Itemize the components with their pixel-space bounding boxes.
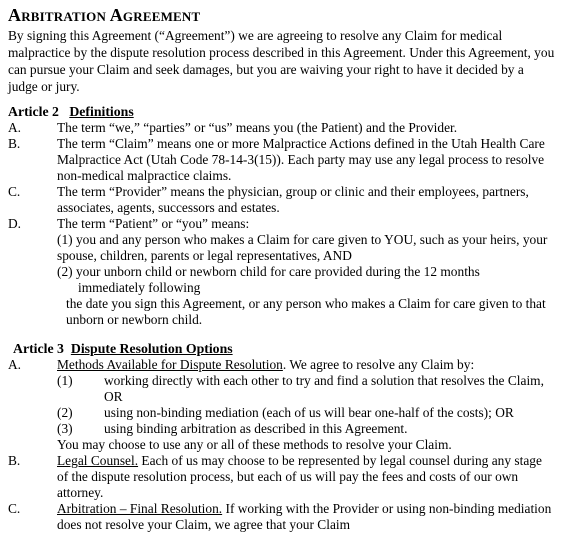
article-3-title: Dispute Resolution Options bbox=[70, 341, 233, 356]
item-text bbox=[57, 501, 556, 533]
spacer bbox=[8, 328, 556, 340]
method-text: working directly with each other to try and find a solution that resolves the Claim, OR bbox=[104, 373, 544, 404]
option-b bbox=[8, 453, 556, 501]
spacer bbox=[8, 95, 556, 103]
document-page bbox=[8, 4, 556, 533]
item-letter: A. bbox=[8, 357, 22, 372]
method-number: (3) bbox=[57, 421, 73, 436]
method-text: using non-binding mediation (each of us will bear one-half of the costs); OR bbox=[104, 405, 514, 420]
method-number: (1) bbox=[57, 373, 73, 388]
definition-c bbox=[8, 184, 556, 216]
article-3 bbox=[8, 340, 556, 533]
item-body: . We agree to resolve any Claim by: bbox=[282, 357, 475, 372]
article-2-number: Article 2 bbox=[8, 104, 59, 119]
article-2-title: Definitions bbox=[69, 104, 134, 119]
item-letter: C. bbox=[8, 501, 21, 516]
definition-a bbox=[8, 120, 556, 136]
definition-d-sub-2-line-3: the date you sign this Agreement, or any person who makes a Claim for care given to that unborn or newborn child. bbox=[66, 296, 546, 327]
definition-d-sub-1: (1) you and any person who makes a Claim for care given to YOU, such as your heirs, your spouse, children, parents or legal representatives, AND bbox=[57, 232, 548, 263]
option-a-method-3 bbox=[57, 421, 556, 437]
method-text: using binding arbitration as described in this Agreement. bbox=[104, 421, 408, 436]
definition-d-sub-2-line-1: (2) your unborn child or newborn child for care provided during the 12 months bbox=[57, 264, 480, 279]
item-text bbox=[57, 357, 556, 373]
method-number: (2) bbox=[57, 405, 73, 420]
option-a-method-1 bbox=[57, 373, 556, 405]
item-letter: C. bbox=[8, 184, 21, 199]
item-body: If working with the Provider or using non-binding mediation does not resolve your Claim, we agree that your Claim bbox=[57, 501, 552, 532]
definition-d-sub-2-line-2: immediately following bbox=[78, 280, 201, 295]
item-letter: A. bbox=[8, 120, 22, 135]
option-a bbox=[8, 357, 556, 453]
article-3-number: Article 3 bbox=[13, 341, 64, 356]
item-text bbox=[57, 453, 556, 501]
item-text: The term “Claim” means one or more Malpractice Actions defined in the Utah Health Care Malpractice Act (Utah Code 78-14-3(15)). Each party may use any legal process to resolve non-medical malpractice claims. bbox=[57, 136, 545, 183]
article-3-heading bbox=[13, 340, 556, 357]
item-title: Legal Counsel. bbox=[57, 453, 139, 468]
intro-paragraph: By signing this Agreement (“Agreement”) we are agreeing to resolve any Claim for medical malpractice by the dispute resolution process described in this Agreement. Under this Agreement, you can pursue your Claim and seek damages, but you are waiving your right to have it decided by a judge or jury. bbox=[8, 28, 555, 94]
definition-d bbox=[8, 216, 556, 328]
article-2-heading bbox=[8, 103, 556, 120]
item-text: The term “Provider” means the physician, group or clinic and their employees, partners, associates, agents, successors and estates. bbox=[57, 184, 529, 215]
item-body: Each of us may choose to be represented by legal counsel during any stage of the dispute resolution process, but each of us will pay the fees and costs of our own attorney. bbox=[57, 453, 542, 500]
item-letter: B. bbox=[8, 453, 21, 468]
item-letter: B. bbox=[8, 136, 21, 151]
option-c bbox=[8, 501, 556, 533]
item-title: Arbitration – Final Resolution. bbox=[57, 501, 223, 516]
item-title: Methods Available for Dispute Resolution bbox=[57, 357, 283, 372]
article-2 bbox=[8, 103, 556, 328]
item-letter: D. bbox=[8, 216, 22, 231]
option-a-closing: You may choose to use any or all of these methods to resolve your Claim. bbox=[57, 437, 452, 452]
option-a-method-2 bbox=[57, 405, 556, 421]
document-title: Arbitration Agreement bbox=[8, 5, 201, 25]
item-text: The term “we,” “parties” or “us” means you (the Patient) and the Provider. bbox=[57, 120, 458, 135]
item-text: The term “Patient” or “you” means: bbox=[57, 216, 250, 231]
definition-b bbox=[8, 136, 556, 184]
